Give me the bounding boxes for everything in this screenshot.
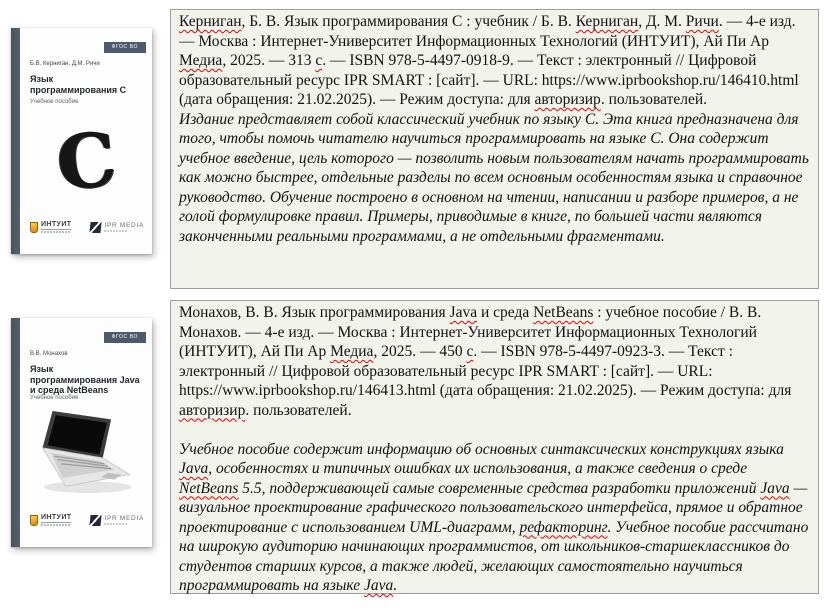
cover-art-area [20,406,152,498]
sketched-c-letter: C [52,116,120,208]
intuit-tagline-line [41,524,71,526]
cover-authors: Б.В. Керниган, Д.М. Ричи [30,61,100,67]
cover-subtitle: Учебное пособие [30,395,79,401]
cover-spine [11,318,20,547]
ipr-media-slash-icon [90,222,102,233]
ipr-media-tagline-line [104,230,128,232]
publisher-logos [20,218,152,236]
ipr-media-tagline-line [104,523,128,525]
ipr-media-logo [90,515,144,526]
book-annotation: Учебное пособие содержит информацию об основных синтаксических конструкциях языка Java, особенностях и типичных ошибках их использования, а также сведения о среде NetBeans 5.5, поддерживающей самые современные средства разработки приложений Java — визуальное проектирование графического пользовательского интерфейса, прямое и обратное проектирование с использованием UML-диаграмм, рефакторинг. Учебное пособие рассчитано на широкую аудиторию начинающих программистов, от школьников-старшеклассников до студентов старших курсов, а также людей, желающих самостоятельно научиться программировать на языке Java. [179,440,809,594]
bibliography-text-box [170,300,819,594]
cover-title: Язык программирования C [30,74,127,95]
cover-title: Язык программирования Java и среда NetBeans [30,364,140,395]
cover-authors: В.В. Монахов [30,351,68,357]
intuit-logo-text: ИНТУИТ [41,221,72,228]
cover-spine [11,28,20,254]
ipr-media-slash-icon [90,515,102,526]
intuit-shield-icon [30,222,38,233]
ipr-media-logo [90,222,144,233]
bibliographic-description: Керниган, Б. В. Язык программирования C : учебник / Б. В. Керниган, Д. М. Ричи. — 4-е изд. — Москва : Интернет-Университет Информационных Технологий (ИНТУИТ), Ай Пи Ар Медиа, 2025. — 313 с. — ISBN 978-5-4497-0918-9. — Текст : электронный // Цифровой образовательный ресурс IPR SMART : [сайт]. — URL: https://www.iprbookshop.ru/146410.html (дата обращения: 21.02.2025). — Режим доступа: для авторизир. пользователей. [179,13,799,108]
book-cover-thumbnail-java [11,318,152,547]
cover-art-area [20,116,152,208]
fgos-badge: ФГОС ВО [104,332,146,343]
intuit-tagline-line [41,231,71,233]
intuit-logo-text: ИНТУИТ [41,514,72,521]
intuit-logo [30,514,71,526]
cover-subtitle: Учебное пособие [30,99,79,105]
ipr-media-logo-text: IPR MEDIA [104,221,144,229]
publisher-logos [20,511,152,529]
bibliographic-description: Монахов, В. В. Язык программирования Java и среда NetBeans : учебное пособие / В. В. Монахов. — 4-е изд. — Москва : Интернет-Университет Информационных Технологий (ИНТУИТ), Ай Пи Ар Медиа, 2025. — 450 с. — ISBN 978-5-4497-0923-3. — Текст : электронный // Цифровой образовательный ресурс IPR SMART : [сайт]. — URL: https://www.iprbookshop.ru/146413.html (дата обращения: 21.02.2025). — Режим доступа: для авторизир. пользователей. [179,304,792,419]
ipr-media-logo-text: IPR MEDIA [104,514,144,522]
book-cover-thumbnail-c [11,28,152,254]
bibliography-text-box [170,9,819,289]
fgos-badge: ФГОС ВО [104,42,146,53]
book-annotation: Издание представляет собой классический учебник по языку C. Эта книга предназначена для того, чтобы помочь читателю научиться программировать на языке C. Она содержит учебное введение, цель которого — позволить новым пользователям начать программировать как можно быстрее, отдельные разделы по всем основным особенностям языка и справочное руководство. Обучение построено в основном на чтении, написании и разборе примеров, а не голой формулировке правил. Примеры, приводимые в книге, по большей части являются законченными реальными программами, а не отдельными фрагментами. [179,110,809,245]
intuit-logo [30,221,71,233]
laptop-illustration [27,406,145,498]
intuit-shield-icon [30,515,38,526]
